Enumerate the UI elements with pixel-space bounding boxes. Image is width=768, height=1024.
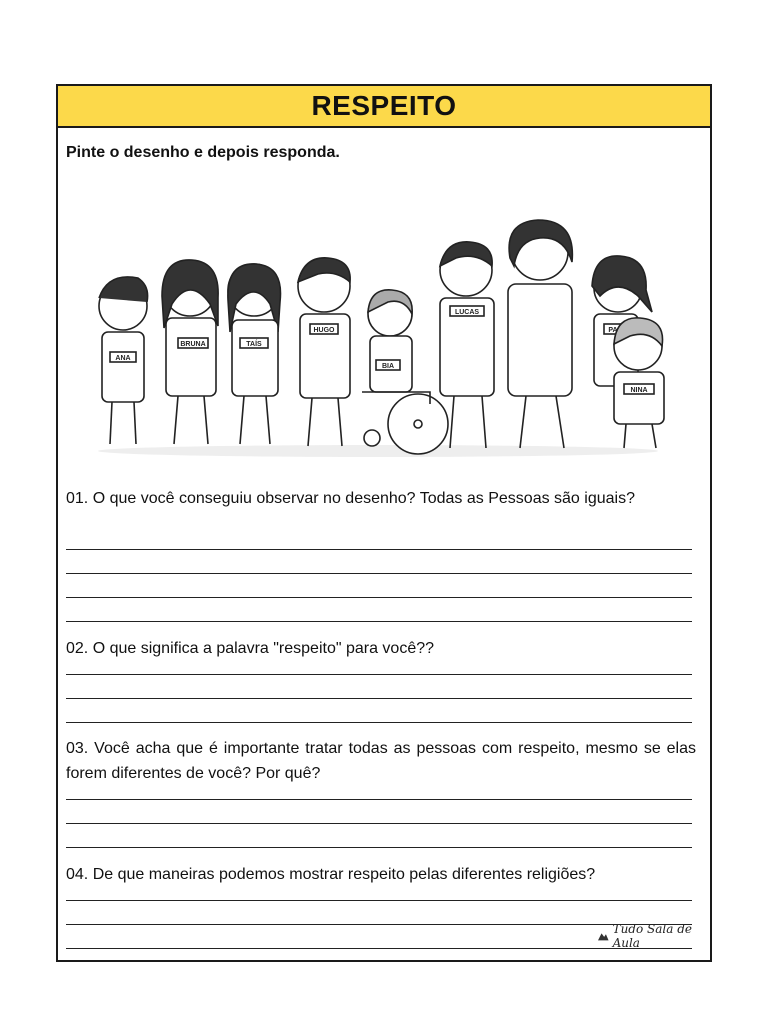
instruction-text: Pinte o desenho e depois responda.: [66, 144, 340, 161]
question-1: 01. O que você conseguiu observar no desenho? Todas as Pessoas são iguais?: [66, 490, 635, 507]
credit-text: Tudo Sala de Aula: [612, 922, 692, 950]
answer-line[interactable]: [66, 799, 692, 800]
answer-line[interactable]: [66, 847, 692, 848]
name-tag-bia: BIA: [381, 363, 395, 370]
name-tag-hugo: HUGO: [313, 327, 335, 334]
page-title: RESPEITO: [311, 90, 457, 121]
answer-line[interactable]: [66, 823, 692, 824]
child-bruna-figure: [162, 260, 218, 444]
child-tais-figure: [228, 264, 281, 444]
name-tag-lucas: LUCAS: [454, 309, 480, 316]
book-icon: [598, 931, 609, 941]
child-hugo-figure: [298, 258, 350, 446]
child-nina-figure: [614, 318, 664, 448]
credit-logo: [598, 922, 710, 950]
question-3: 03. Você acha que é importante tratar todas as pessoas com respeito, mesmo se elas forem diferentes de você? Por quê?: [66, 740, 696, 782]
question-2: 02. O que significa a palavra "respeito" para você??: [66, 640, 435, 657]
name-tag-tais: TAÍS: [246, 341, 262, 348]
answer-line[interactable]: [66, 597, 692, 598]
answer-line[interactable]: [66, 900, 692, 901]
name-tag-pa: PA: [608, 327, 618, 334]
answer-line[interactable]: [66, 722, 692, 723]
worksheet: [56, 84, 712, 962]
child-lucas-figure: [440, 242, 494, 448]
child-bia-wheelchair-figure: [362, 290, 448, 454]
answer-line[interactable]: [66, 698, 692, 699]
name-tag-ana: ANA: [115, 355, 131, 362]
answer-line[interactable]: [66, 674, 692, 675]
name-tag-bruna: BRUNA: [180, 341, 206, 348]
title-bar: [58, 86, 710, 128]
answer-line[interactable]: [66, 573, 692, 574]
teacher-figure: [508, 220, 572, 448]
question-4: 04. De que maneiras podemos mostrar respeito pelas diferentes religiões?: [66, 866, 596, 883]
children-illustration: [78, 186, 692, 486]
name-tag-nina: NINA: [630, 387, 648, 394]
answer-line[interactable]: [66, 621, 692, 622]
answer-line[interactable]: [66, 549, 692, 550]
